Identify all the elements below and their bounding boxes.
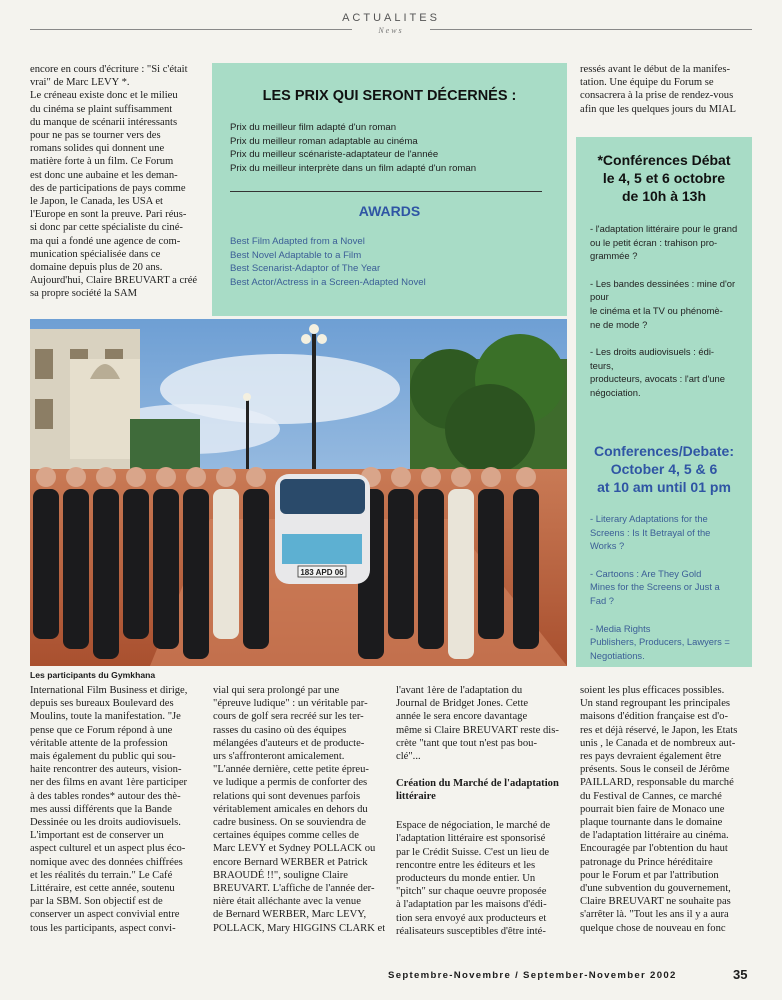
license-plate: 183 APD 06 — [300, 568, 344, 577]
person-figure — [388, 489, 414, 639]
article-line: unis , le Canada et de nombreux aut- — [580, 737, 736, 749]
article-line: pourrait bien faire de Monaco une — [580, 803, 725, 815]
article-line: depuis ses bureaux Boulevard des — [30, 698, 174, 710]
article-line: rencontre entre les éditeurs et les — [396, 859, 536, 871]
person-figure — [33, 489, 59, 639]
article-line: rasses du casino où des équipes — [213, 724, 347, 736]
article-line: Encouragée par l'obtention du haut — [580, 843, 728, 855]
article-line: est donc une aubaine et les deman- — [30, 169, 178, 181]
person-head — [216, 467, 236, 487]
article-line: nière était alléchante avec la venue — [213, 896, 361, 908]
person-head — [481, 467, 501, 487]
person-figure — [63, 489, 89, 649]
article-line: POLLACK, Mary HIGGINS CLARK et — [213, 922, 385, 934]
article-line: aspect culturel et un aspect plus éco- — [30, 843, 186, 855]
prize-item: Prix du meilleur scénariste-adaptateur de l'année — [230, 149, 439, 160]
person-figure — [213, 489, 239, 639]
article-line: Dessinée ou les droits audiovisuels. — [30, 817, 181, 829]
prizes-title: LES PRIX QUI SERONT DÉCERNÉS : — [262, 88, 517, 104]
person-figure — [183, 489, 209, 659]
gymkhana-photo — [30, 319, 567, 666]
person-figure — [448, 489, 474, 659]
subheading-line: Création du Marché de l'adaptation — [396, 778, 559, 790]
article-line: "épreuve ludique" : un véritable par- — [213, 698, 368, 710]
article-line: soient les plus efficaces possibles. — [580, 685, 725, 696]
article-line: certaines équipes comme celles de — [213, 830, 359, 842]
article-line: afin que les quelques jours du MIAL — [580, 103, 736, 115]
section-subtitle: News — [378, 26, 404, 35]
article-line: mes aussi différents que la Bande — [30, 803, 172, 815]
person-head — [126, 467, 146, 487]
article-line: cadre business. On se souviendra de — [213, 817, 366, 829]
person-head — [186, 467, 206, 487]
person-head — [156, 467, 176, 487]
article-line: res pays devraient également être — [580, 751, 722, 763]
award-item: Best Scenarist-Adaptor of The Year — [230, 263, 381, 274]
article-line: ve ludique a permis de conforter des — [213, 777, 368, 789]
article-line: producteurs du monde entier. Un — [396, 873, 536, 885]
conference-title-line: le 4, 5 et 6 octobre — [602, 170, 726, 186]
person-head — [391, 467, 411, 487]
article-line: International Film Business et dirige, — [30, 685, 188, 696]
article-line: année le sera encore davantage — [396, 711, 528, 723]
article-line: haite rencontrer des auteurs, vision- — [30, 764, 182, 776]
conference-topic: - Literary Adaptations for the Screens : Is It Betrayal of the Works ? — [590, 513, 711, 552]
article-line: L'important est de conserver un — [30, 830, 164, 842]
article-line: si donc par cette spécialiste du ciné- — [30, 222, 183, 234]
article-line: l'avant 1ère de l'adaptation du — [396, 685, 523, 696]
conference-topic: - Les bandes dessinées : mine d'or pour le cinéma et la TV ou phénomè- ne de mode ? — [590, 277, 736, 330]
article-column-3-part-b — [396, 819, 568, 938]
person-head — [451, 467, 471, 487]
article-line: plaque tournante dans le domaine — [580, 817, 723, 829]
person-figure — [93, 489, 119, 659]
article-line: encore Bernard WERBER et Patrick — [213, 856, 368, 868]
person-figure — [123, 489, 149, 639]
article-line: pense que ce Forum répond à une — [30, 724, 173, 736]
article-line: d'une subvention du gouvernement, — [580, 883, 731, 895]
article-line: urs s'affronteront amicalement. — [213, 751, 345, 763]
person-head — [246, 467, 266, 487]
article-line: matière forte à un film. Ce Forum — [30, 156, 174, 168]
article-line: res et déjà réservé, le Japon, les Etats — [580, 724, 738, 736]
article-line: de Bernard WERBER, Marc LEVY, — [213, 909, 367, 921]
article-line: romans solides qui donnent une — [30, 143, 165, 155]
article-line: même si Claire BREUVART reste dis- — [396, 724, 559, 736]
article-line: patronage du Prince héréditaire — [580, 856, 713, 868]
article-line: conserver un aspect convivial entre — [30, 909, 180, 921]
conference-title-line: Conferences/Debate: — [593, 443, 735, 459]
award-item: Best Novel Adaptable to a Film — [230, 249, 362, 261]
article-line: l'Europe en sont la preuve. Pari réus- — [30, 209, 187, 221]
article-line: tation. Une équipe du Forum se — [580, 77, 714, 89]
conference-title-line: de 10h à 13h — [621, 188, 707, 204]
article-line: de l'adaptation littéraire au cinéma. — [580, 830, 729, 842]
article-line: véritable attente de la profession — [30, 737, 168, 749]
article-line: par la SBM. Son objectif est de — [30, 896, 163, 908]
person-figure — [153, 489, 179, 649]
conferences-items-en — [590, 512, 742, 676]
article-line: ressés avant le début de la manifes- — [580, 64, 731, 75]
article-column-3 — [396, 684, 568, 938]
conference-title-line: at 10 am until 01 pm — [597, 479, 731, 495]
article-line: Littéraire, est cette année, soutenu — [30, 883, 175, 895]
person-figure — [418, 489, 444, 649]
article-line: nomique avec des données chiffrées — [30, 856, 183, 868]
person-figure — [513, 489, 539, 649]
article-column-right-top — [580, 63, 752, 116]
prize-item: Prix du meilleur interprète dans un film adapté d'un roman — [230, 162, 477, 174]
conference-title-line: October 4, 5 & 6 — [610, 461, 718, 477]
conferences-title-fr — [576, 151, 752, 205]
group-photo-illustration — [30, 319, 567, 666]
article-line: maisons d'édition française est d'o- — [580, 711, 728, 723]
article-line: encore en cours d'écriture : "Si c'était — [30, 64, 188, 75]
person-figure — [243, 489, 269, 649]
article-line: réalisateurs susceptibles d'être inté- — [396, 925, 546, 937]
article-line: BRAOUDÉ !!", souligne Claire — [213, 869, 348, 881]
article-line: à des tables rondes* autour des thè- — [30, 790, 181, 802]
article-line: munication spécialisée dans ce — [30, 248, 161, 260]
article-line: Journal de Bridget Jones. Cette — [396, 698, 529, 710]
article-line: s'arrêter là. "Tout les ans il y a aura — [580, 909, 729, 921]
section-title: ACTUALITES — [342, 12, 440, 24]
conference-title-line: *Conférences Débat — [597, 152, 731, 168]
article-line: pour ne pas se tourner vers des — [30, 130, 161, 142]
article-line: l'adaptation littéraire est sponsorisé — [396, 833, 546, 845]
article-line: domaine depuis plus de 20 ans. — [30, 262, 163, 274]
conference-topic: - Media Rights Publishers, Producers, Lawyers = Negotiations. — [590, 622, 730, 661]
article-line: vrai" de Marc LEVY *. — [30, 77, 130, 89]
article-line: mais également du public qui sou- — [30, 751, 176, 763]
conferences-items-fr — [590, 222, 742, 414]
awards-title: AWARDS — [358, 203, 421, 219]
article-line: cours de golf sera recréé sur les ter- — [213, 711, 364, 723]
subheading-line: littéraire — [396, 791, 436, 803]
prize-item: Prix du meilleur roman adaptable au cinéma — [230, 135, 418, 147]
article-line: par le Crédit Suisse. C'est un lieu de — [396, 846, 550, 858]
conferences-title-en — [576, 442, 752, 496]
article-line: à l'adaptation par les maisons d'édi- — [396, 899, 547, 911]
prizes-list — [230, 121, 560, 175]
conference-topic: - Les droits audiovisuels : édi- teurs, producteurs, avocats : l'art d'une négociation. — [590, 346, 725, 398]
article-line: consacrera à la prise de rendez-vous — [580, 90, 734, 102]
article-line: Un stand regroupant les principales — [580, 698, 731, 710]
article-line: crète "tant que tout n'est pas bou- — [396, 737, 537, 749]
person-head — [421, 467, 441, 487]
person-head — [36, 467, 56, 487]
article-line: du Festival de Cannes, ce marché — [580, 790, 722, 802]
article-line: le Japon, le Canada, les USA et — [30, 196, 163, 208]
person-head — [96, 467, 116, 487]
article-line: du manque de scénarii intéressants — [30, 116, 178, 128]
article-line: "L'année dernière, cette petite épreu- — [213, 764, 369, 776]
award-item: Best Film Adapted from a Novel — [230, 236, 365, 247]
person-figure — [478, 489, 504, 639]
article-line: Marc LEVY et Sydney POLLACK ou — [213, 843, 376, 855]
article-line: mélangées d'auteurs et de producte- — [213, 737, 365, 749]
article-line: Aujourd'hui, Claire BREUVART a créé — [30, 275, 198, 287]
article-line: présents. Sous le conseil de Jérôme — [580, 764, 730, 776]
article-line: tous les participants, aspect convi- — [30, 922, 176, 934]
article-line: Le créneau existe donc et le milieu — [30, 90, 178, 102]
article-line: des de participations de pays comme — [30, 182, 186, 194]
article-line: vial qui sera prolongé par une — [213, 685, 340, 696]
article-line: "pitch" sur chaque oeuvre proposée — [396, 886, 547, 898]
photo-caption: Les participants du Gymkhana — [30, 670, 156, 680]
article-line: PAILLARD, responsable du marché — [580, 777, 734, 789]
article-line: relations qui sont devenues parfois — [213, 790, 361, 802]
article-line: Claire BREUVART ne souhaite pas — [580, 896, 731, 908]
page-number: 35 — [733, 967, 748, 982]
article-line: pour le Forum et par l'attribution — [580, 869, 719, 881]
article-line: tion sera envoyé aux producteurs et — [396, 912, 547, 924]
article-line: Espace de négociation, le marché de — [396, 820, 551, 832]
article-column-left-top — [30, 63, 202, 301]
conference-topic: - l'adaptation littéraire pour le grand ou le petit écran : trahison pro- grammée ? — [590, 223, 738, 262]
article-line: ma qui a fondé une agence de com- — [30, 235, 181, 247]
article-line: et les réalités du terrain." Le Café — [30, 869, 173, 881]
article-column-2 — [213, 684, 385, 935]
article-column-4 — [580, 684, 752, 935]
article-line: quelque chose de nouveau en fonc — [580, 922, 726, 934]
person-head — [66, 467, 86, 487]
issue-date: Septembre-Novembre / September-November 2002 — [388, 970, 677, 981]
article-column-1 — [30, 684, 202, 935]
article-column-3-part-a — [396, 684, 568, 763]
article-line: sa propre société la SAM — [30, 288, 138, 300]
prizes-box — [212, 63, 567, 316]
article-line: ner des films en avant 1ère participer — [30, 777, 188, 789]
prize-item: Prix du meilleur film adapté d'un roman — [230, 122, 397, 133]
market-subheading — [396, 777, 568, 803]
conferences-box — [576, 137, 752, 667]
person-head — [516, 467, 536, 487]
conference-topic: - Cartoons : Are They Gold Mines for the Screens or Just a Fad ? — [590, 567, 720, 606]
article-line: BREUVART. L'affiche de l'année der- — [213, 883, 375, 895]
awards-list — [230, 235, 560, 289]
article-line: du cinéma se plaint suffisamment — [30, 103, 173, 115]
prizes-divider — [230, 191, 542, 192]
article-line: clé"... — [396, 751, 421, 763]
article-line: Moulins, toute la manifestation. "Je — [30, 711, 181, 723]
article-line: véritablement amicales en dehors du — [213, 803, 368, 815]
award-item: Best Actor/Actress in a Screen-Adapted Novel — [230, 276, 426, 288]
